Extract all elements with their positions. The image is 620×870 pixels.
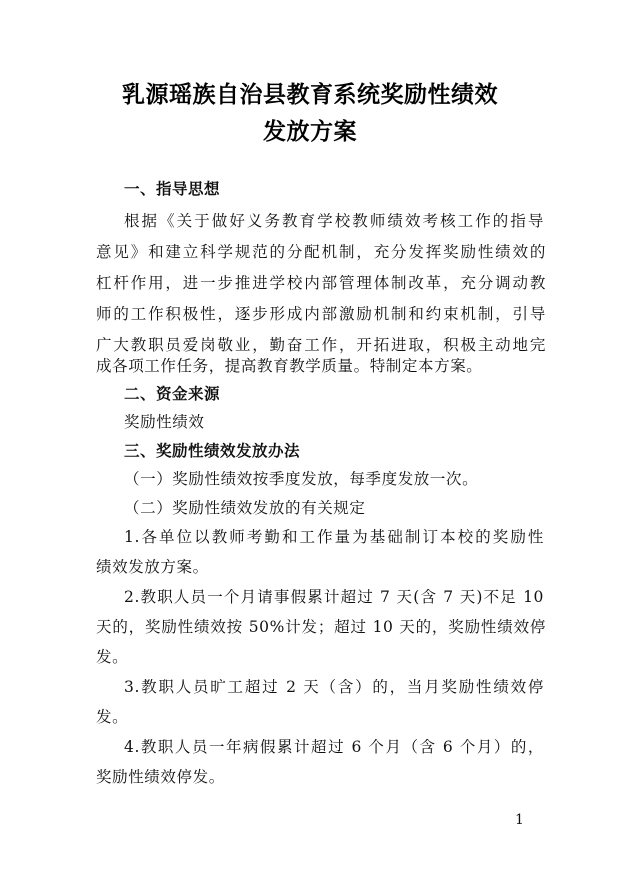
document-title-line-2: 发放方案 bbox=[263, 119, 357, 145]
section-1-line: 成各项工作任务，提高教育教学质量。特制定本方案。 bbox=[96, 357, 483, 375]
document-title-line-1: 乳源瑶族自治县教育系统奖励性绩效 bbox=[122, 82, 498, 108]
section-1-line: 师的工作积极性，逐步形成内部激励机制和约束机制，引导 bbox=[96, 305, 546, 323]
item-3-line: 3.教职人员旷工超过 2 天（含）的，当月奖励性绩效停 bbox=[124, 678, 544, 696]
section-2-heading: 二、资金来源 bbox=[124, 385, 221, 403]
item-1-line: 绩效发放方案。 bbox=[96, 558, 209, 576]
section-1-heading: 一、指导思想 bbox=[124, 180, 221, 198]
item-2-line: 发。 bbox=[96, 648, 129, 666]
section-1-line: 意见》和建立科学规范的分配机制，充分发挥奖励性绩效的 bbox=[96, 243, 546, 261]
item-1-line: 1.各单位以教师考勤和工作量为基础制订本校的奖励性 bbox=[124, 528, 544, 546]
item-2-line: 2.教职人员一个月请事假累计超过 7 天(含 7 天)不足 10 bbox=[124, 588, 544, 606]
section-1-line: 广大教职员爱岗敬业，勤奋工作，开拓进取，积极主动地完 bbox=[96, 336, 546, 354]
item-2-line: 天的，奖励性绩效按 50%计发；超过 10 天的，奖励性绩效停 bbox=[96, 618, 546, 636]
item-3-line: 发。 bbox=[96, 708, 129, 726]
section-1-line: 根据《关于做好义务教育学校教师绩效考核工作的指导 bbox=[124, 212, 544, 230]
item-4-line: 奖励性绩效停发。 bbox=[96, 768, 225, 786]
item-4-line: 4.教职人员一年病假累计超过 6 个月（含 6 个月）的， bbox=[124, 738, 544, 756]
page-number: 1 bbox=[515, 812, 524, 828]
section-2-text: 奖励性绩效 bbox=[124, 413, 205, 431]
section-1-line: 杠杆作用，进一步推进学校内部管理体制改革，充分调动教 bbox=[96, 274, 546, 292]
subsection-2: （二）奖励性绩效发放的有关规定 bbox=[124, 499, 366, 517]
section-3-heading: 三、奖励性绩效发放办法 bbox=[124, 442, 301, 460]
subsection-1: （一）奖励性绩效按季度发放，每季度发放一次。 bbox=[124, 470, 479, 488]
